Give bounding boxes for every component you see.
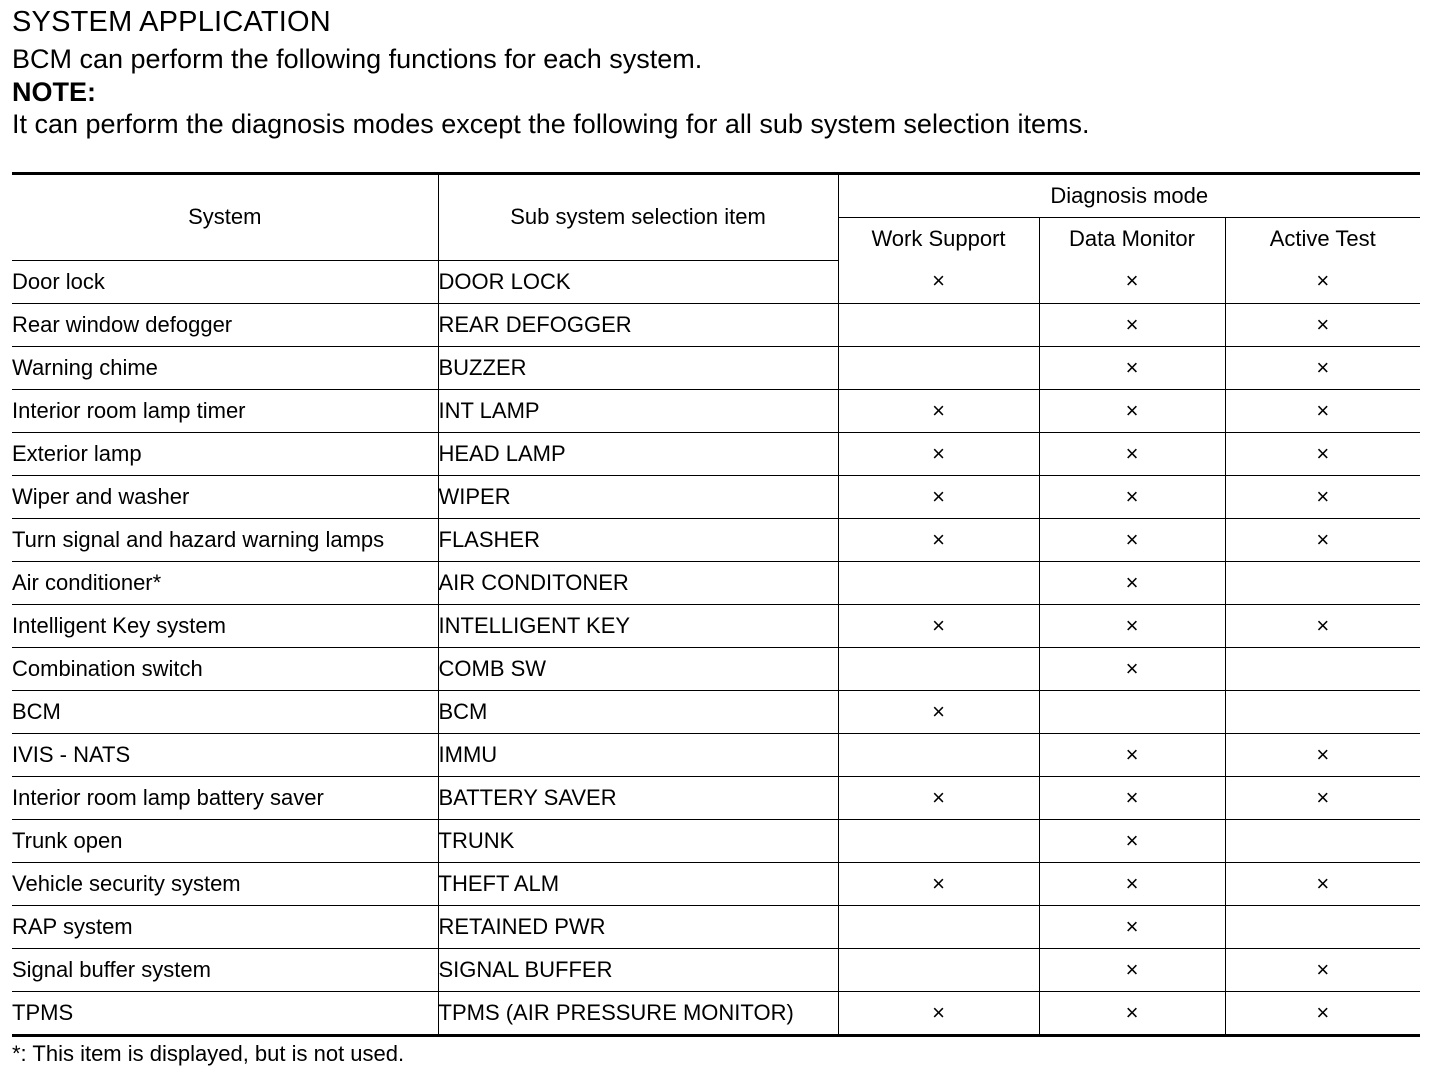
supported-mark-icon: ×	[1316, 870, 1330, 896]
cell-active-test-mark	[1225, 604, 1420, 647]
table-row	[12, 432, 1420, 475]
cell-data-monitor-mark	[1039, 475, 1225, 518]
cell-work-support-mark	[838, 948, 1039, 991]
cell-data-monitor-mark	[1039, 389, 1225, 432]
cell-active-test-mark	[1225, 518, 1420, 561]
supported-mark-icon: ×	[1125, 956, 1139, 982]
supported-mark-icon: ×	[1125, 655, 1139, 681]
cell-system: Warning chime	[12, 346, 438, 389]
supported-mark-icon: ×	[1125, 913, 1139, 939]
cell-work-support-mark	[838, 862, 1039, 905]
cell-active-test-mark	[1225, 733, 1420, 776]
cell-work-support-mark	[838, 776, 1039, 819]
table-row	[12, 647, 1420, 690]
header-sub-system-item: Sub system selection item	[438, 174, 838, 261]
cell-data-monitor-mark	[1039, 518, 1225, 561]
supported-mark-icon: ×	[1316, 956, 1330, 982]
supported-mark-icon: ×	[1316, 311, 1330, 337]
cell-system: Door lock	[12, 260, 438, 303]
table-body	[12, 260, 1420, 1035]
supported-mark-icon: ×	[1125, 827, 1139, 853]
cell-sub-system-item: DOOR LOCK	[438, 260, 838, 303]
cell-data-monitor-mark	[1039, 561, 1225, 604]
supported-mark-icon: ×	[1316, 612, 1330, 638]
supported-mark-icon: ×	[932, 440, 945, 466]
table-row	[12, 690, 1420, 733]
cell-active-test-mark	[1225, 948, 1420, 991]
cell-system: IVIS - NATS	[12, 733, 438, 776]
cell-data-monitor-mark	[1039, 604, 1225, 647]
cell-sub-system-item: INT LAMP	[438, 389, 838, 432]
cell-sub-system-item: IMMU	[438, 733, 838, 776]
table-row	[12, 475, 1420, 518]
cell-data-monitor-mark	[1039, 260, 1225, 303]
supported-mark-icon: ×	[932, 698, 945, 724]
cell-work-support-mark	[838, 604, 1039, 647]
supported-mark-icon: ×	[1316, 999, 1330, 1025]
cell-system: Rear window defogger	[12, 303, 438, 346]
cell-system: Vehicle security system	[12, 862, 438, 905]
supported-mark-icon: ×	[1316, 741, 1330, 767]
cell-work-support-mark	[838, 905, 1039, 948]
footnote: *: This item is displayed, but is not used.	[12, 1041, 405, 1066]
cell-data-monitor-mark	[1039, 905, 1225, 948]
cell-work-support-mark	[838, 733, 1039, 776]
cell-sub-system-item: COMB SW	[438, 647, 838, 690]
supported-mark-icon: ×	[1316, 268, 1330, 294]
cell-active-test-mark	[1225, 260, 1420, 303]
cell-active-test-mark	[1225, 905, 1420, 948]
supported-mark-icon: ×	[1316, 397, 1330, 423]
table-row	[12, 604, 1420, 647]
header-system: System	[12, 174, 438, 261]
supported-mark-icon: ×	[1125, 999, 1139, 1025]
cell-sub-system-item: AIR CONDITONER	[438, 561, 838, 604]
cell-work-support-mark	[838, 475, 1039, 518]
table-row	[12, 905, 1420, 948]
cell-data-monitor-mark	[1039, 432, 1225, 475]
supported-mark-icon: ×	[1125, 526, 1139, 552]
intro-text: BCM can perform the following functions for each system.	[12, 44, 703, 74]
supported-mark-icon: ×	[1125, 784, 1139, 810]
cell-sub-system-item: REAR DEFOGGER	[438, 303, 838, 346]
cell-active-test-mark	[1225, 690, 1420, 733]
cell-data-monitor-mark	[1039, 862, 1225, 905]
table-row	[12, 303, 1420, 346]
cell-work-support-mark	[838, 518, 1039, 561]
supported-mark-icon: ×	[932, 999, 945, 1025]
supported-mark-icon: ×	[1316, 784, 1330, 810]
supported-mark-icon: ×	[932, 397, 945, 423]
cell-active-test-mark	[1225, 647, 1420, 690]
header-data-monitor: Data Monitor	[1039, 218, 1225, 261]
cell-active-test-mark	[1225, 862, 1420, 905]
cell-active-test-mark	[1225, 991, 1420, 1035]
cell-active-test-mark	[1225, 346, 1420, 389]
cell-active-test-mark	[1225, 475, 1420, 518]
table-row	[12, 948, 1420, 991]
cell-system: Exterior lamp	[12, 432, 438, 475]
supported-mark-icon: ×	[1316, 483, 1330, 509]
cell-system: Interior room lamp battery saver	[12, 776, 438, 819]
note-label: NOTE:	[12, 77, 96, 107]
cell-system: Intelligent Key system	[12, 604, 438, 647]
supported-mark-icon: ×	[1316, 526, 1330, 552]
page-title: SYSTEM APPLICATION	[12, 6, 331, 38]
table-row	[12, 862, 1420, 905]
supported-mark-icon: ×	[932, 870, 945, 896]
cell-data-monitor-mark	[1039, 819, 1225, 862]
supported-mark-icon: ×	[1125, 397, 1139, 423]
supported-mark-icon: ×	[1316, 354, 1330, 380]
cell-work-support-mark	[838, 260, 1039, 303]
supported-mark-icon: ×	[1125, 569, 1139, 595]
supported-mark-icon: ×	[932, 268, 945, 294]
cell-system: Signal buffer system	[12, 948, 438, 991]
cell-system: Trunk open	[12, 819, 438, 862]
supported-mark-icon: ×	[1125, 612, 1139, 638]
cell-system: Turn signal and hazard warning lamps	[12, 518, 438, 561]
cell-work-support-mark	[838, 432, 1039, 475]
cell-system: Air conditioner*	[12, 561, 438, 604]
cell-sub-system-item: BATTERY SAVER	[438, 776, 838, 819]
cell-sub-system-item: RETAINED PWR	[438, 905, 838, 948]
supported-mark-icon: ×	[1316, 440, 1330, 466]
cell-system: RAP system	[12, 905, 438, 948]
cell-work-support-mark	[838, 389, 1039, 432]
cell-data-monitor-mark	[1039, 948, 1225, 991]
cell-sub-system-item: THEFT ALM	[438, 862, 838, 905]
table-row	[12, 346, 1420, 389]
cell-work-support-mark	[838, 991, 1039, 1035]
cell-sub-system-item: INTELLIGENT KEY	[438, 604, 838, 647]
supported-mark-icon: ×	[1125, 741, 1139, 767]
supported-mark-icon: ×	[1125, 311, 1139, 337]
supported-mark-icon: ×	[932, 483, 945, 509]
table-row	[12, 518, 1420, 561]
cell-data-monitor-mark	[1039, 303, 1225, 346]
header-diagnosis-mode: Diagnosis mode	[838, 174, 1420, 218]
table-row	[12, 733, 1420, 776]
header-active-test: Active Test	[1225, 218, 1420, 261]
cell-sub-system-item: TPMS (AIR PRESSURE MONITOR)	[438, 991, 838, 1035]
cell-active-test-mark	[1225, 389, 1420, 432]
cell-work-support-mark	[838, 346, 1039, 389]
supported-mark-icon: ×	[1125, 268, 1139, 294]
header-row-top	[12, 174, 1420, 218]
supported-mark-icon: ×	[932, 612, 945, 638]
table-row	[12, 776, 1420, 819]
supported-mark-icon: ×	[1125, 354, 1139, 380]
cell-system: Combination switch	[12, 647, 438, 690]
cell-sub-system-item: BUZZER	[438, 346, 838, 389]
cell-active-test-mark	[1225, 432, 1420, 475]
header-work-support: Work Support	[838, 218, 1039, 261]
cell-sub-system-item: TRUNK	[438, 819, 838, 862]
cell-active-test-mark	[1225, 776, 1420, 819]
cell-data-monitor-mark	[1039, 733, 1225, 776]
cell-sub-system-item: BCM	[438, 690, 838, 733]
cell-data-monitor-mark	[1039, 991, 1225, 1035]
cell-sub-system-item: WIPER	[438, 475, 838, 518]
cell-system: TPMS	[12, 991, 438, 1035]
cell-data-monitor-mark	[1039, 690, 1225, 733]
cell-work-support-mark	[838, 303, 1039, 346]
cell-sub-system-item: SIGNAL BUFFER	[438, 948, 838, 991]
table-row	[12, 819, 1420, 862]
supported-mark-icon: ×	[932, 784, 945, 810]
note-text: It can perform the diagnosis modes except the following for all sub system selection items.	[12, 109, 1090, 139]
table-row	[12, 561, 1420, 604]
system-application-table	[12, 172, 1420, 1037]
cell-work-support-mark	[838, 561, 1039, 604]
cell-system: Wiper and washer	[12, 475, 438, 518]
cell-active-test-mark	[1225, 819, 1420, 862]
supported-mark-icon: ×	[932, 526, 945, 552]
cell-sub-system-item: HEAD LAMP	[438, 432, 838, 475]
cell-work-support-mark	[838, 647, 1039, 690]
cell-work-support-mark	[838, 819, 1039, 862]
cell-active-test-mark	[1225, 561, 1420, 604]
cell-data-monitor-mark	[1039, 776, 1225, 819]
table-row	[12, 260, 1420, 303]
cell-sub-system-item: FLASHER	[438, 518, 838, 561]
table-row	[12, 991, 1420, 1035]
table-row	[12, 389, 1420, 432]
cell-system: BCM	[12, 690, 438, 733]
cell-data-monitor-mark	[1039, 346, 1225, 389]
cell-work-support-mark	[838, 690, 1039, 733]
cell-system: Interior room lamp timer	[12, 389, 438, 432]
cell-data-monitor-mark	[1039, 647, 1225, 690]
supported-mark-icon: ×	[1125, 870, 1139, 896]
cell-active-test-mark	[1225, 303, 1420, 346]
supported-mark-icon: ×	[1125, 483, 1139, 509]
supported-mark-icon: ×	[1125, 440, 1139, 466]
